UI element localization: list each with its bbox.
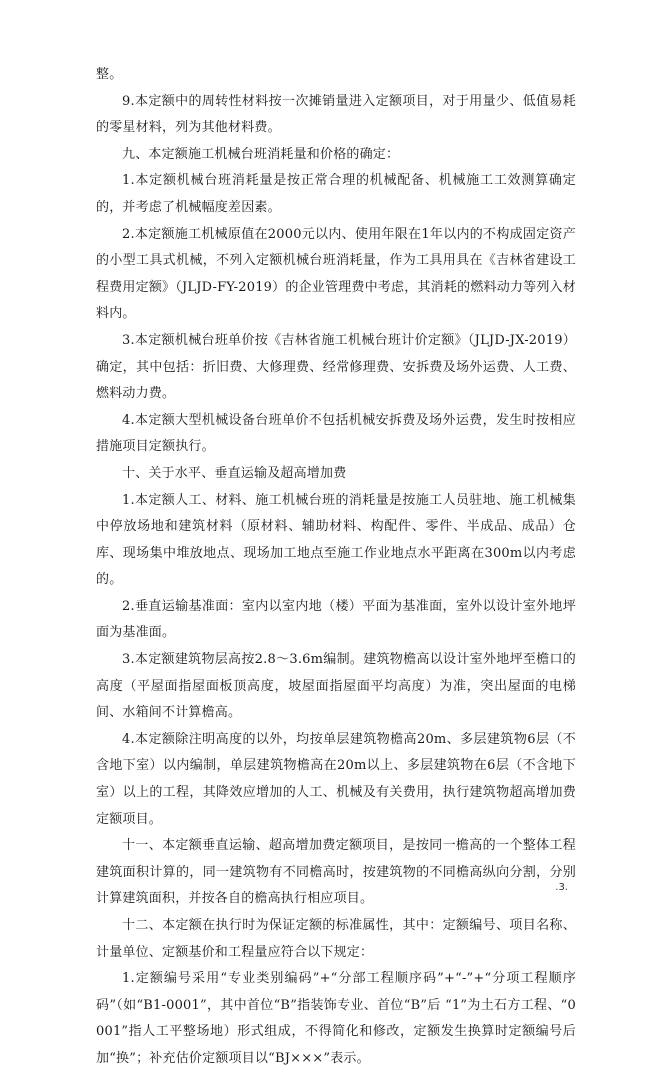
paragraph-10-3: 3.本定额建筑物层高按2.8～3.6m编制。建筑物檐高以设计室外地坪至檐口的高度（平屋面指屋面板顶高度，坡屋面指屋面平均高度）为准，突出屋面的电梯间、水箱间不计算檐高。	[96, 652, 576, 721]
paragraph-10-1: 1.本定额人工、材料、施工机械台班的消耗量是按施工人员驻地、施工机械集中停放场地和建筑材料（原材料、辅助材料、构配件、零件、半成品、成品）仓库、现场集中堆放地点、现场加工地点至施工作业地点水平距离在300m以内考虑的。	[96, 492, 576, 588]
section-paragraph-11: 十一、本定额垂直运输、超高增加费定额项目，是按同一檐高的一个整体工程建筑面积计算的，同一建筑物有不同檐高时，按建筑物的不同檐高纵向分割，分别计算建筑面积，并按各自的檐高执行相应项目。	[96, 838, 576, 907]
paragraph-12-1: 1.定额编号采用“专业类别编码”+“分部工程顺序码”+“-”+“分项工程顺序码”（如“B1-0001”，其中首位“B”指装饰专业、首位“B”后 “1”为土石方工程、“0001”指人工平整场地）形式组成，不得简化和修改，定额发生换算时定额编号后加“换”；补充估价定额项目以“BJ×××”表示。	[96, 971, 576, 1066]
section-heading-9: 九、本定额施工机械台班消耗量和价格的确定：	[122, 146, 400, 162]
paragraph-10-4: 4.本定额除注明高度的以外，均按单层建筑物檐高20m、多层建筑物6层（不含地下室）以内编制，单层建筑物檐高在20m以上、多层建筑物在6层（不含地下室）以上的工程，其降效应增加的人工、机械及有关费用，执行建筑物超高增加费定额项目。	[96, 731, 576, 827]
paragraph-continuation: 整。	[96, 67, 123, 82]
paragraph-10-2: 2.垂直运输基准面：室内以室内地（楼）平面为基准面，室外以设计室外地坪面为基准面。	[96, 598, 576, 641]
paragraph-item-9: 9.本定额中的周转性材料按一次摊销量进入定额项目，对于用量少、低值易耗的零星材料，列为其他材料费。	[96, 93, 576, 136]
paragraph-9-2: 2.本定额施工机械原值在2000元以内、使用年限在1年以内的不构成固定资产的小型工具式机械，不列入定额机械台班消耗量，作为工具用具在《吉林省建设工程费用定额》（JLJD-FY-2019）的企业管理费中考虑，其消耗的燃料动力等列入材料内。	[96, 226, 576, 322]
document-body	[96, 62, 576, 1073]
paragraph-9-3: 3.本定额机械台班单价按《吉林省施工机械台班计价定额》（JLJD-JX-2019）确定，其中包括：折旧费、大修理费、经常修理费、安拆费及场外运费、人工费、燃料动力费。	[96, 332, 576, 402]
section-heading-10: 十、关于水平、垂直运输及超高增加费	[122, 465, 347, 481]
paragraph-9-1: 1.本定额机械台班消耗量是按正常合理的机械配备、机械施工工效测算确定的，并考虑了机械幅度差因素。	[96, 173, 576, 215]
section-paragraph-12: 十二、本定额在执行时为保证定额的标准属性，其中：定额编号、项目名称、计量单位、定额基价和工程量应符合以下规定：	[96, 918, 576, 960]
paragraph-9-4: 4.本定额大型机械设备台班单价不包括机械安拆费及场外运费，发生时按相应措施项目定额执行。	[96, 412, 576, 455]
page-number: .3.	[555, 882, 568, 893]
